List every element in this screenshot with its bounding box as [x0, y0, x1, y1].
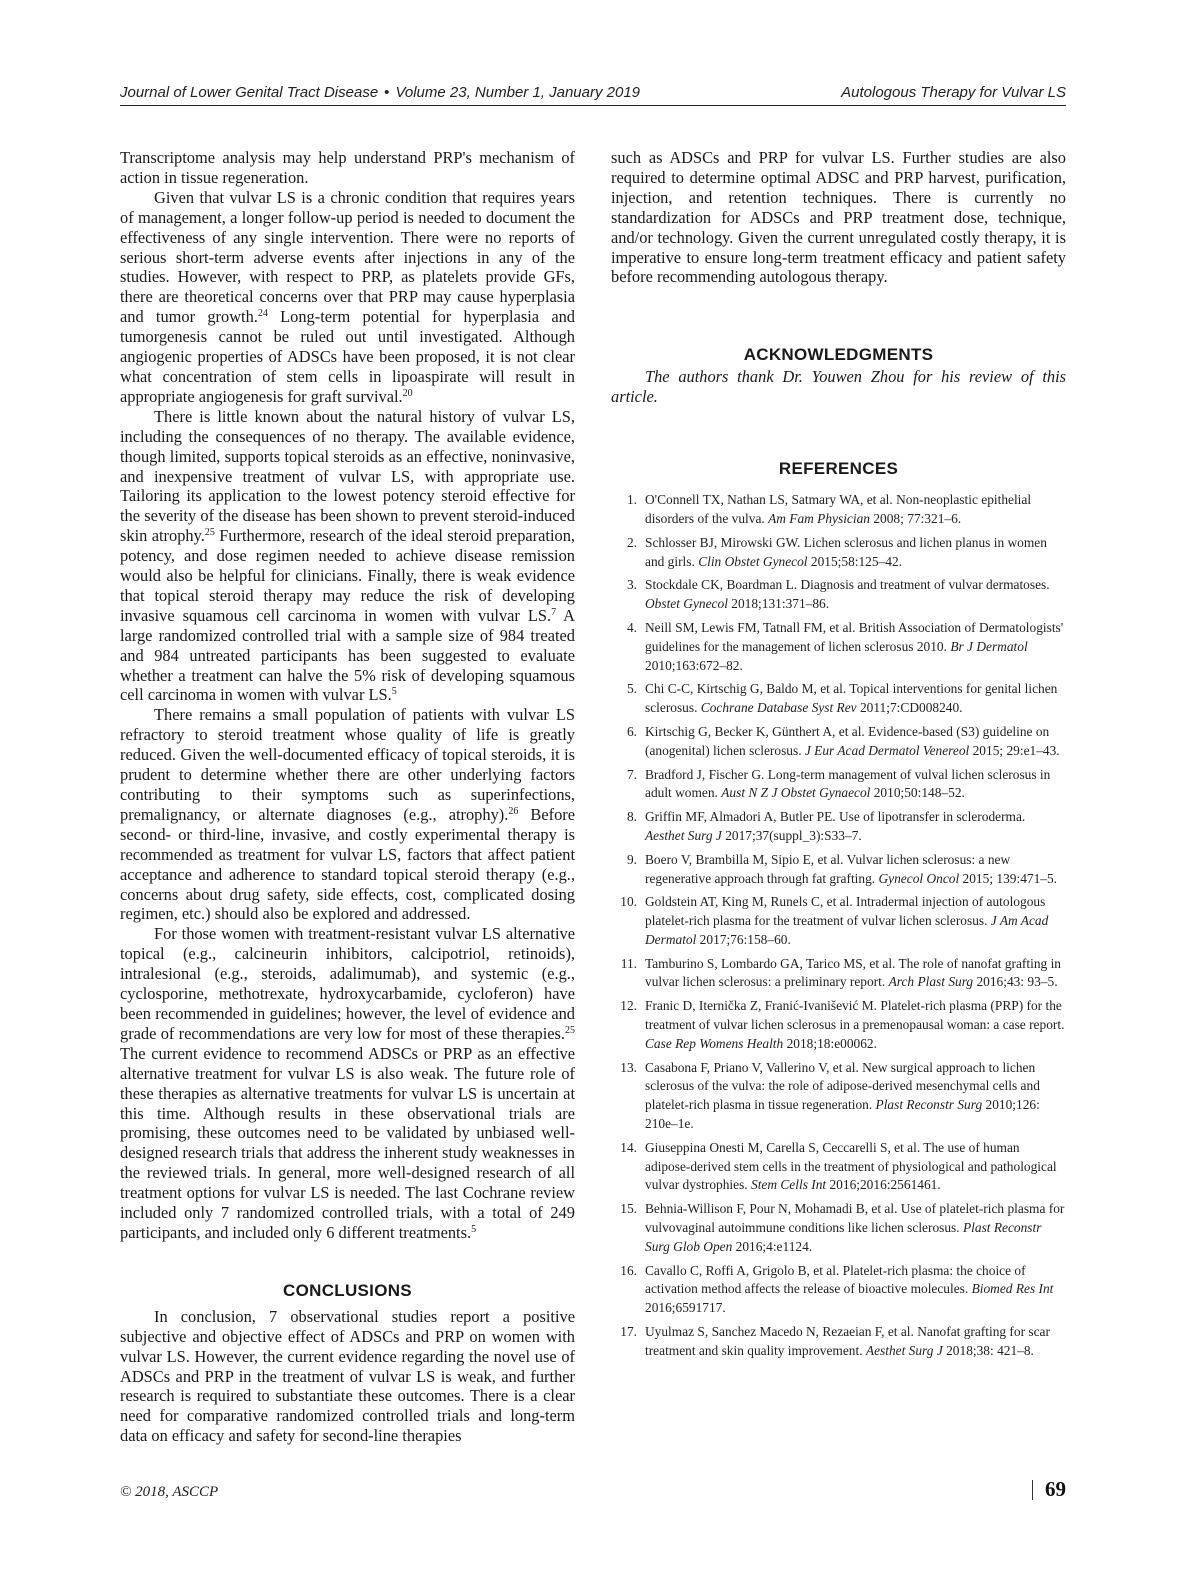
reference-text: Schlosser BJ, Mirowski GW. Lichen sclerosus and lichen planus in women and girls. Clin Obstet Gynecol 2015;58:125–42.	[645, 534, 1047, 569]
reference-journal: Arch Plast Surg	[888, 974, 974, 990]
reference-text: Behnia-Willison F, Pour N, Mohamadi B, et al. Use of platelet-rich plasma for vulvovaginal autoimmune conditions like lichen sclerosus. Plast Reconstr Surg Glob Open 2016;4:e1124.	[645, 1201, 1065, 1254]
article-short-title: Autologous Therapy for Vulvar LS	[841, 84, 1066, 101]
reference-journal: Aust N Z J Obstet Gynaecol	[721, 785, 871, 801]
reference-number: 17.	[620, 1324, 637, 1340]
reference-item	[611, 534, 1066, 572]
citation: 20	[402, 387, 413, 399]
reference-journal: J Am Acad Dermatol	[645, 913, 1049, 947]
header-separator: •	[384, 84, 390, 101]
reference-number: 8.	[626, 809, 637, 825]
left-column	[120, 148, 575, 1446]
reference-journal: Plast Reconstr Surg Glob Open	[645, 1220, 1042, 1254]
reference-item	[611, 1139, 1066, 1195]
acknowledgments-heading: ACKNOWLEDGMENTS	[743, 345, 934, 365]
reference-number: 9.	[626, 851, 637, 867]
page-number-rule	[1032, 1480, 1034, 1500]
reference-journal: Aesthet Surg J	[865, 1342, 943, 1358]
reference-item	[611, 491, 1066, 529]
body-paragraph-2: Given that vulvar LS is a chronic condition that requires years of management, a longer follow-up period is needed to document the effectiveness of any single intervention. There were no reports of serious short-term adverse events after injections in any of the studies. However, with respect to PRP, as platelets provide GFs, there are theoretical concerns over that PRP may cause hyperplasia and tumor growth.$^{24}$ Long-term potential for hyperplasia and tumorgenesis cannot be ruled out until investigated. Although angiogenic properties of ADSCs have been proposed, it is not clear what concentration of stem cells in lipoaspirate will result in appropriate angiogenesis for graft survival.$^{20}$	[120, 187, 575, 406]
reference-text: Giuseppina Onesti M, Carella S, Ceccarelli S, et al. The use of human adipose-derived stem cells in the treatment of physiological and pathological vulvar dystrophies. Stem Cells Int 2016;2016:2561461.	[645, 1139, 1057, 1193]
reference-number: 14.	[620, 1139, 637, 1155]
reference-item	[611, 576, 1066, 614]
reference-text: Bradford J, Fischer G. Long-term management of vulval lichen sclerosus in adult women. Aust N Z J Obstet Gynaecol 2010;50:148–52.	[645, 766, 1051, 801]
references-heading: REFERENCES	[778, 459, 899, 479]
body-paragraph-5: For those women with treatment-resistant vulvar LS alternative topical (e.g., calcineurin inhibitors, calcipotriol, retinoids), intralesional (e.g., steroids, adalimumab), and systemic (e.g., cyclosporine, methotrexate, hydroxycarbamide, cycloferon) have been recommended in guidelines; however, the level of evidence and grade of recommendations are very low for most of these therapies.$^{25}$ The current evidence to recommend ADSCs or PRP as an effective alternative treatment for vulvar LS is also weak. The future role of these therapies as alternative treatments for vulvar LS is uncertain at this time. Although results in these observational trials are promising, these outcomes need to be validated by unbiased well-designed research trials that address the inherent study weaknesses in the reviewed trials. In general, more well-designed research of all treatment options for vulvar LS is needed. The last Cochrane review included only 7 randomized controlled trials, with a total of 249 participants, and included only 6 different treatments.$^5$	[120, 924, 575, 1242]
reference-number: 16.	[620, 1262, 637, 1278]
reference-text: Uyulmaz S, Sanchez Macedo N, Rezaeian F, et al. Nanofat grafting for scar treatment and skin quality improvement. Aesthet Surg J 2018;38: 421–8.	[645, 1324, 1050, 1358]
right-column	[611, 148, 1066, 1366]
reference-item	[611, 893, 1066, 949]
reference-item	[611, 955, 1066, 993]
issue-info: Volume 23, Number 1, January 2019	[395, 84, 641, 101]
reference-text: Stockdale CK, Boardman L. Diagnosis and treatment of vulvar dermatoses. Obstet Gynecol 2018;131:371–86.	[645, 577, 1050, 612]
conclusions-paragraph: In conclusion, 7 observational studies report a positive subjective and objective effect of ADSCs and PRP on women with vulvar LS. However, the current evidence regarding the novel use of ADSCs and PRP in the treatment of vulvar LS is weak, and further research is required to substantiate these outcomes. There is a clear need for comparative randomized controlled trials and long-term data on efficacy and safety for second-line therapies	[120, 1306, 575, 1446]
reference-journal: Stem Cells Int	[751, 1177, 827, 1193]
reference-item	[611, 1323, 1066, 1361]
copyright: © 2018, ASCCP	[120, 1484, 219, 1500]
running-head	[120, 84, 1066, 106]
reference-item	[611, 766, 1066, 804]
reference-number: 7.	[626, 766, 637, 782]
reference-text: Boero V, Brambilla M, Sipio E, et al. Vulvar lichen sclerosus: a new regenerative approach through fat grafting. Gynecol Oncol 2015; 139:471–5.	[645, 851, 1058, 886]
reference-journal: Br J Dermatol	[950, 638, 1028, 654]
reference-list	[611, 491, 1066, 1360]
reference-number: 13.	[620, 1059, 637, 1075]
reference-journal: Gynecol Oncol	[878, 870, 960, 886]
body-paragraph-4: There remains a small population of patients with vulvar LS refractory to steroid treatment whose quality of life is greatly reduced. Given the well-documented efficacy of topical steroids, it is prudent to determine whether there are other underlying factors contributing to their symptoms such as superinfections, premalignancy, or alternate diagnoses (e.g., atrophy).$^{26}$ Before second- or third-line, invasive, and costly experimental therapy is recommended as treatment for vulvar LS, factors that affect patient acceptance and adherence to standard topical steroid therapy (e.g., concerns about drug safety, side effects, cost, complicated dosing regimen, etc.) should also be explored and addressed.	[120, 705, 575, 924]
conclusions-heading: CONCLUSIONS	[283, 1280, 412, 1300]
reference-text: Franic D, Iternička Z, Franić-Ivanišević M. Platelet-rich plasma (PRP) for the treatment of vulvar lichen sclerosus in a premenopausal woman: a case report. Case Rep Womens Health 2018;18:e00062.	[645, 998, 1065, 1051]
reference-number: 6.	[626, 723, 637, 739]
reference-number: 1.	[626, 492, 637, 508]
citation: 26	[508, 805, 519, 817]
reference-journal: Cochrane Database Syst Rev	[700, 700, 857, 716]
reference-item	[611, 1262, 1066, 1318]
reference-item	[611, 1059, 1066, 1134]
reference-journal: Case Rep Womens Health	[645, 1035, 784, 1051]
reference-journal: J Eur Acad Dermatol Venereol	[804, 742, 970, 758]
reference-journal: Aesthet Surg J	[645, 827, 722, 843]
page-number-block	[1032, 1477, 1067, 1502]
reference-item	[611, 808, 1066, 846]
reference-journal: Clin Obstet Gynecol	[698, 553, 808, 569]
reference-item	[611, 997, 1066, 1053]
reference-number: 2.	[626, 534, 637, 550]
reference-number: 3.	[626, 577, 637, 593]
reference-item	[611, 680, 1066, 718]
reference-item	[611, 723, 1066, 761]
reference-journal: Plast Reconstr Surg	[875, 1097, 983, 1113]
body-paragraph-3: There is little known about the natural history of vulvar LS, including the consequences of no therapy. The available evidence, though limited, supports topical steroids as an effective, noninvasive, and inexpensive treatment of vulvar LS, with appropriate use. Tailoring its application to the lowest potency steroid effective for the severity of the disease has been shown to prevent steroid-induced skin atrophy.$^{25}$ Furthermore, research of the ideal steroid preparation, potency, and dose regimen needed to achieve disease remission would also be helpful for clinicians. Finally, there is weak evidence that topical steroid therapy may reduce the risk of developing invasive squamous cell carcinoma in women with vulvar LS.$^7$ A large randomized controlled trial with a sample size of 984 treated and 984 untreated participants has been suggested to evaluate whether a treatment can halve the 5% risk of developing squamous cell carcinoma in women with vulvar LS.$^5$	[120, 406, 575, 705]
citation: 7	[551, 606, 557, 618]
citation: 5	[471, 1223, 477, 1235]
page-number: 69	[1045, 1477, 1066, 1501]
reference-text: Tamburino S, Lombardo GA, Tarico MS, et al. The role of nanofat grafting in vulvar lichen sclerosus: a preliminary report. Arch Plast Surg 2016;43: 93–5.	[645, 955, 1061, 990]
reference-text: Neill SM, Lewis FM, Tatnall FM, et al. British Association of Dermatologists' guidelines for the management of lichen sclerosus 2010. Br J Dermatol 2010;163:672–82.	[645, 619, 1064, 673]
reference-journal: Obstet Gynecol	[645, 596, 728, 612]
conclusions-continuation: such as ADSCs and PRP for vulvar LS. Further studies are also required to determine optimal ADSC and PRP harvest, purification, injection, and retention techniques. There is currently no standardization for ADSCs and PRP treatment dose, technique, and/or technology. Given the current unregulated costly therapy, it is imperative to ensure long-term treatment efficacy and patient safety before recommending autologous therapy.	[611, 148, 1066, 287]
reference-item	[611, 619, 1066, 675]
reference-text: Cavallo C, Roffi A, Grigolo B, et al. Platelet-rich plasma: the choice of activation method affects the release of bioactive molecules. Biomed Res Int 2016;6591717.	[645, 1262, 1054, 1316]
reference-text: Casabona F, Priano V, Vallerino V, et al. New surgical approach to lichen sclerosus of the vulva: the role of adipose-derived mesenchymal cells and platelet-rich plasma in tissue regeneration. Plast Reconstr Surg 2010;126: 210e–1e.	[645, 1059, 1040, 1132]
reference-number: 4.	[626, 619, 637, 635]
reference-journal: Biomed Res Int	[971, 1281, 1054, 1297]
running-head-left	[120, 84, 640, 101]
acknowledgments-text: The authors thank Dr. Youwen Zhou for his review of this article.	[611, 367, 1066, 407]
reference-item	[611, 1200, 1066, 1256]
citation: 25	[204, 527, 215, 539]
journal-name: Journal of Lower Genital Tract Disease	[120, 84, 379, 101]
citation: 5	[391, 686, 397, 698]
citation: 24	[257, 308, 268, 320]
reference-journal: Am Fam Physician	[768, 510, 870, 526]
reference-text: Griffin MF, Almadori A, Butler PE. Use of lipotransfer in scleroderma. Aesthet Surg J 2017;37(suppl_3):S33–7.	[645, 809, 1026, 843]
reference-item	[611, 851, 1066, 889]
reference-number: 15.	[620, 1201, 637, 1217]
citation: 25	[565, 1024, 575, 1036]
reference-number: 10.	[620, 894, 637, 910]
reference-text: Kirtschig G, Becker K, Günthert A, et al. Evidence-based (S3) guideline on (anogenital) lichen sclerosus. J Eur Acad Dermatol Venereol 2015; 29:e1–43.	[645, 723, 1060, 758]
reference-text: Goldstein AT, King M, Runels C, et al. Intradermal injection of autologous platelet-rich plasma for the treatment of vulvar lichen sclerosus. J Am Acad Dermatol 2017;76:158–60.	[645, 894, 1049, 947]
body-paragraph-1: Transcriptome analysis may help understand PRP's mechanism of action in tissue regeneration.	[120, 148, 575, 187]
reference-text: Chi C-C, Kirtschig G, Baldo M, et al. Topical interventions for genital lichen sclerosus. Cochrane Database Syst Rev 2011;7:CD008240.	[645, 681, 1058, 716]
reference-text: O'Connell TX, Nathan LS, Satmary WA, et al. Non-neoplastic epithelial disorders of the vulva. Am Fam Physician 2008; 77:321–6.	[645, 492, 1032, 526]
reference-number: 11.	[620, 955, 637, 971]
reference-number: 12.	[620, 998, 637, 1014]
reference-number: 5.	[626, 681, 637, 697]
